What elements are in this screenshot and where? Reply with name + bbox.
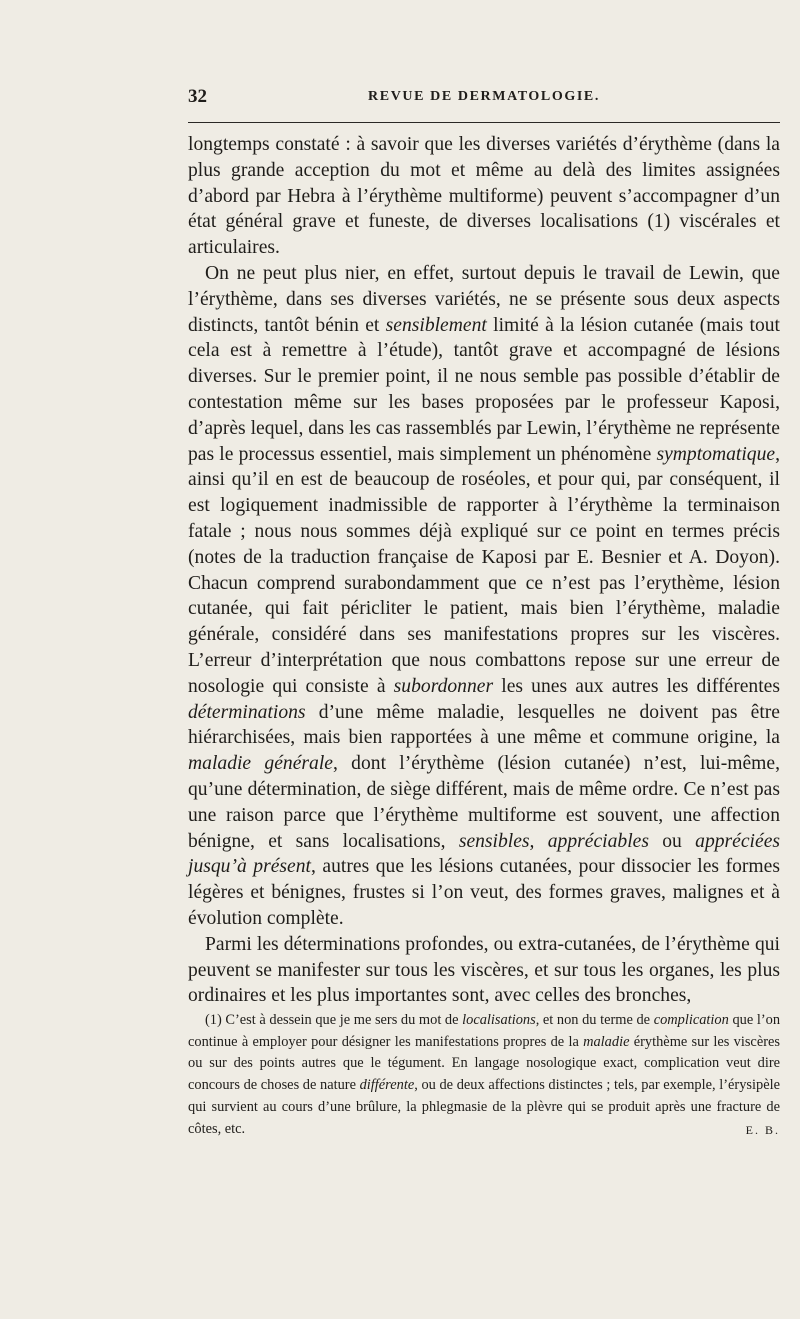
emphasis: localisations [462, 1012, 536, 1028]
text-run: érythème sur les viscères ou sur des points autres que le tégument. En langage nosologique exact, complication veut dire concours de choses de nature [188, 1033, 780, 1094]
emphasis: maladie générale [188, 753, 333, 775]
paragraph-3 [188, 932, 780, 1009]
footnote-signature: E. B. [745, 1122, 780, 1137]
text-run: , ou de deux affections distinctes ; tels, par exemple, l’érysipèle qui survient au cours d’une brûlure, la phlegmasie de la plèvre qui se produit après une fracture de côtes, etc. [188, 1077, 780, 1137]
text-run: , ainsi qu’il en est de beaucoup de roséoles, et pour qui, par conséquent, il est logiquement inadmissible de rapporter à l’érythème la terminaison fatale ; nous nous sommes déjà expliqué sur ce point en termes précis (notes de la traduction française de Kaposi par E. Besnier et A. Doyon). Chacun comprend surabondamment que ce n’est pas l’erythème, lésion cutanée, qui fait péricliter le patient, mais bien l’érythème, maladie générale, considéré dans ses manifestations propres sur les viscères. L’erreur d’interprétation que nous combattons repose sur une erreur de nosologie qui consiste à [188, 443, 780, 697]
text-run: longtemps constaté : à savoir que les diverses variétés d’érythème (dans la plus grande acception du mot et même au delà des limites assignées d’abord par Hebra à l’érythème multiforme) peuvent s’accompagner d’un état général grave et funeste, de diverses localisations (1) viscérales et articulaires. [188, 134, 780, 259]
paragraph-1 [188, 132, 780, 261]
page-header [188, 86, 780, 112]
emphasis: subordonner [393, 675, 494, 697]
text-run: Parmi les déterminations profondes, ou extra-cutanées, de l’érythème qui peuvent se manifester sur tous les viscères, et sur tous les organes, les plus ordinaires et les plus importantes sont, avec celles des bronches, [188, 933, 780, 1007]
text-run: ou [648, 830, 696, 852]
text-run: (1) C’est à dessein que je me sers du mot de [205, 1012, 463, 1028]
emphasis: déterminations [188, 701, 306, 723]
paragraph-2 [188, 261, 780, 932]
emphasis: sensiblement [385, 314, 487, 336]
emphasis: sensibles, appréciables [458, 830, 649, 852]
main-text [188, 132, 780, 1009]
running-title: REVUE DE DERMATOLOGIE. [368, 89, 600, 104]
text-run: limité à la lésion cutanée (mais tout cela est à remettre à l’étude), tantôt grave et accompagné de lésions diverses. Sur le premier point, il ne nous semble pas possible d’établir de contestation même sur les bases proposées par le professeur Kaposi, d’après lequel, dans les cas rassemblés par Lewin, l’érythème ne représente pas le processus essentiel, mais simplement un phénomène [188, 314, 780, 465]
emphasis: complication [653, 1012, 729, 1028]
text-run: , autres que les lésions cutanées, pour dissocier les formes légères et bénignes, frustes si l’on veut, des formes graves, malignes et à évolution complète. [188, 856, 780, 929]
text-run: que l’on continue à employer pour désigner les manifestations propres de la [188, 1012, 781, 1050]
page-number: 32 [188, 86, 207, 107]
text-run: , et non du terme de [535, 1012, 654, 1028]
emphasis: symptomatique [656, 443, 776, 465]
text-run: d’une même maladie, lesquelles ne doivent pas être hiérarchisées, mais bien rapportées à une même et commune origine, la [188, 701, 780, 749]
text-run: On ne peut plus nier, en effet, surtout depuis le travail de Lewin, que l’érythème, dans ses diverses variétés, ne se présente sous deux aspects distincts, tantôt bénin et [188, 262, 780, 336]
emphasis: maladie [583, 1033, 630, 1050]
emphasis: appréciées jusqu’à présent [188, 830, 781, 878]
footnote-paragraph [188, 1010, 780, 1140]
footnote [188, 1010, 780, 1141]
header-rule [188, 122, 780, 123]
text-run: les unes aux autres les différentes [493, 675, 780, 697]
text-run: , dont l’érythème (lésion cutanée) n’est, lui-même, qu’une détermination, de siège différent, mais de même ordre. Ce n’est pas une raison parce que l’érythème multiforme est souvent, une affection bénigne, et sans localisations, [188, 753, 780, 852]
emphasis: différente [359, 1077, 415, 1094]
